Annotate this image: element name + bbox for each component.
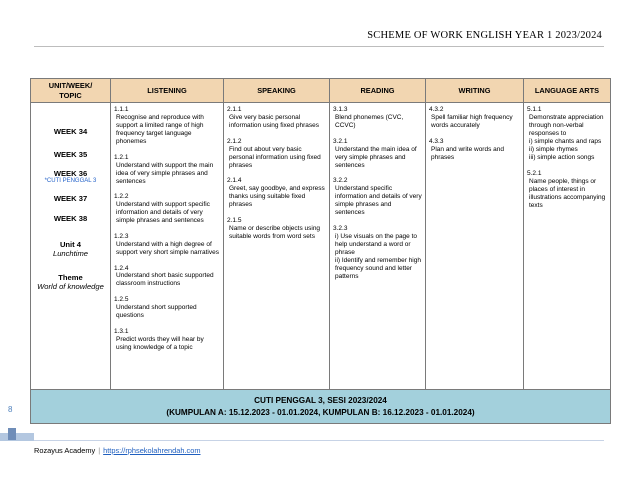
standard-item <box>114 296 220 320</box>
standard-description: Name or describe objects using suitable words from word sets <box>229 224 321 240</box>
standard-description: Give very basic personal information using fixed phrases <box>229 113 319 129</box>
col-header-writing: WRITING <box>426 79 524 103</box>
col-header-listening: LISTENING <box>111 79 224 103</box>
standard-code: 4.3.2 <box>429 106 444 113</box>
standard-code: 1.2.1 <box>114 153 129 161</box>
standard-code: 2.1.1 <box>227 106 242 113</box>
cuti-penggal-note: *CUTI PENGGAL 3 <box>44 178 97 184</box>
standard-item <box>227 106 326 130</box>
col-header-unit: UNIT/WEEK/ TOPIC <box>31 79 111 103</box>
standard-description: Plan and write words and phrases <box>431 145 504 161</box>
standard-code: 4.3.3 <box>429 137 444 145</box>
standard-description: Blend phonemes (CVC, CCVC) <box>335 113 404 129</box>
standard-description: i) Use visuals on the page to help understand a word or phrase ii) Identify and remember high frequency sound and letter patterns <box>335 232 421 280</box>
standard-description: Understand with support specific information and details of very simple phrases and sentences <box>116 201 210 225</box>
unit-title: Lunchtime <box>52 249 89 258</box>
standard-code: 2.1.4 <box>227 177 242 185</box>
standard-code: 1.3.1 <box>114 327 129 335</box>
standard-item <box>114 193 220 225</box>
standard-item <box>527 170 607 210</box>
standard-code: 3.2.3 <box>333 224 348 232</box>
standard-code: 5.2.1 <box>527 169 542 177</box>
theme-label: Theme <box>58 273 83 282</box>
standard-code: 5.1.1 <box>527 106 542 113</box>
standard-code: 2.1.5 <box>227 216 242 224</box>
scheme-table <box>30 78 611 424</box>
standard-description: Greet, say goodbye, and express thanks using suitable fixed phrases <box>229 185 325 209</box>
standard-description: Recognise and reproduce with support a limited range of high frequency target language phonemes <box>116 113 204 145</box>
standard-code: 2.1.2 <box>227 137 242 145</box>
standard-code: 3.2.1 <box>333 137 348 145</box>
footer-website-link[interactable]: https://rphsekolahrendah.com <box>103 446 201 455</box>
standard-description: Find out about very basic personal information using fixed phrases <box>229 145 321 169</box>
holiday-band <box>31 390 611 424</box>
language-arts-cell <box>524 103 611 390</box>
page-tab-decoration <box>0 433 34 441</box>
standard-item <box>527 106 607 162</box>
standard-item <box>333 138 422 170</box>
table-header-row <box>31 79 611 103</box>
holiday-dates: (KUMPULAN A: 15.12.2023 - 01.01.2024, KUMPULAN B: 16.12.2023 - 01.01.2024) <box>166 407 475 417</box>
standard-item <box>114 328 220 352</box>
standard-item <box>114 233 220 257</box>
week-37-label: WEEK 37 <box>53 194 88 203</box>
standard-item <box>333 106 422 130</box>
holiday-band-row <box>31 390 611 424</box>
standard-item <box>227 217 326 241</box>
standard-item <box>227 138 326 170</box>
document-title: SCHEME OF WORK ENGLISH YEAR 1 2023/2024 <box>367 30 602 41</box>
standard-code: 3.1.3 <box>333 106 348 113</box>
standard-description: Predict words they will hear by using knowledge of a topic <box>116 335 204 351</box>
footer-org: Rozayus Academy <box>34 446 96 455</box>
table-row <box>31 103 611 390</box>
page-tab-marker <box>8 428 16 440</box>
week-35-label: WEEK 35 <box>53 150 88 159</box>
col-header-language-arts: LANGUAGE ARTS <box>524 79 611 103</box>
col-header-reading: READING <box>330 79 426 103</box>
week-34-label: WEEK 34 <box>53 127 88 136</box>
week-36-label: WEEK 36 <box>53 169 88 178</box>
listening-cell <box>111 103 224 390</box>
standard-item <box>114 154 220 186</box>
standard-description: Understand with support the main idea of very simple phrases and sentences <box>116 161 214 185</box>
header-divider <box>34 46 604 47</box>
standard-item <box>114 265 220 289</box>
standard-description: Name people, things or places of interest in illustrations accompanying texts <box>529 177 606 209</box>
unit-week-topic-cell <box>31 103 111 390</box>
standard-item <box>333 177 422 217</box>
speaking-cell <box>224 103 330 390</box>
week-38-label: WEEK 38 <box>53 214 88 223</box>
theme-title: World of knowledge <box>37 282 104 291</box>
standard-item <box>114 106 220 146</box>
standard-code: 3.2.2 <box>333 177 348 185</box>
standard-description: Understand with a high degree of support very short simple narratives <box>116 240 219 256</box>
standard-item <box>333 225 422 281</box>
footer-separator: | <box>98 446 101 455</box>
writing-cell <box>426 103 524 390</box>
standard-item <box>227 177 326 209</box>
standard-item <box>429 106 520 130</box>
standard-description: Understand short basic supported classroom instructions <box>116 272 214 288</box>
unit-label: Unit 4 <box>59 240 82 249</box>
standard-code: 1.2.3 <box>114 232 129 240</box>
standard-description: Understand the main idea of very simple phrases and sentences <box>335 145 417 169</box>
standard-code: 1.2.5 <box>114 296 129 304</box>
standard-code: 1.2.2 <box>114 193 129 201</box>
standard-code: 1.1.1 <box>114 106 129 113</box>
col-header-speaking: SPEAKING <box>224 79 330 103</box>
page-number: 8 <box>8 405 13 414</box>
standard-description: Spell familiar high frequency words accurately <box>431 113 513 129</box>
standard-description: Understand specific information and details of very simple phrases and sentences <box>335 185 422 217</box>
reading-cell <box>330 103 426 390</box>
standard-code: 1.2.4 <box>114 264 129 272</box>
holiday-title: CUTI PENGGAL 3, SESI 2023/2024 <box>254 395 387 405</box>
standard-description: Demonstrate appreciation through non-verbal responses to i) simple chants and raps ii) simple rhymes iii) simple action songs <box>529 113 604 161</box>
footer-divider <box>34 440 604 441</box>
standard-item <box>429 138 520 162</box>
page-footer <box>34 446 201 455</box>
standard-description: Understand short supported questions <box>116 304 197 320</box>
